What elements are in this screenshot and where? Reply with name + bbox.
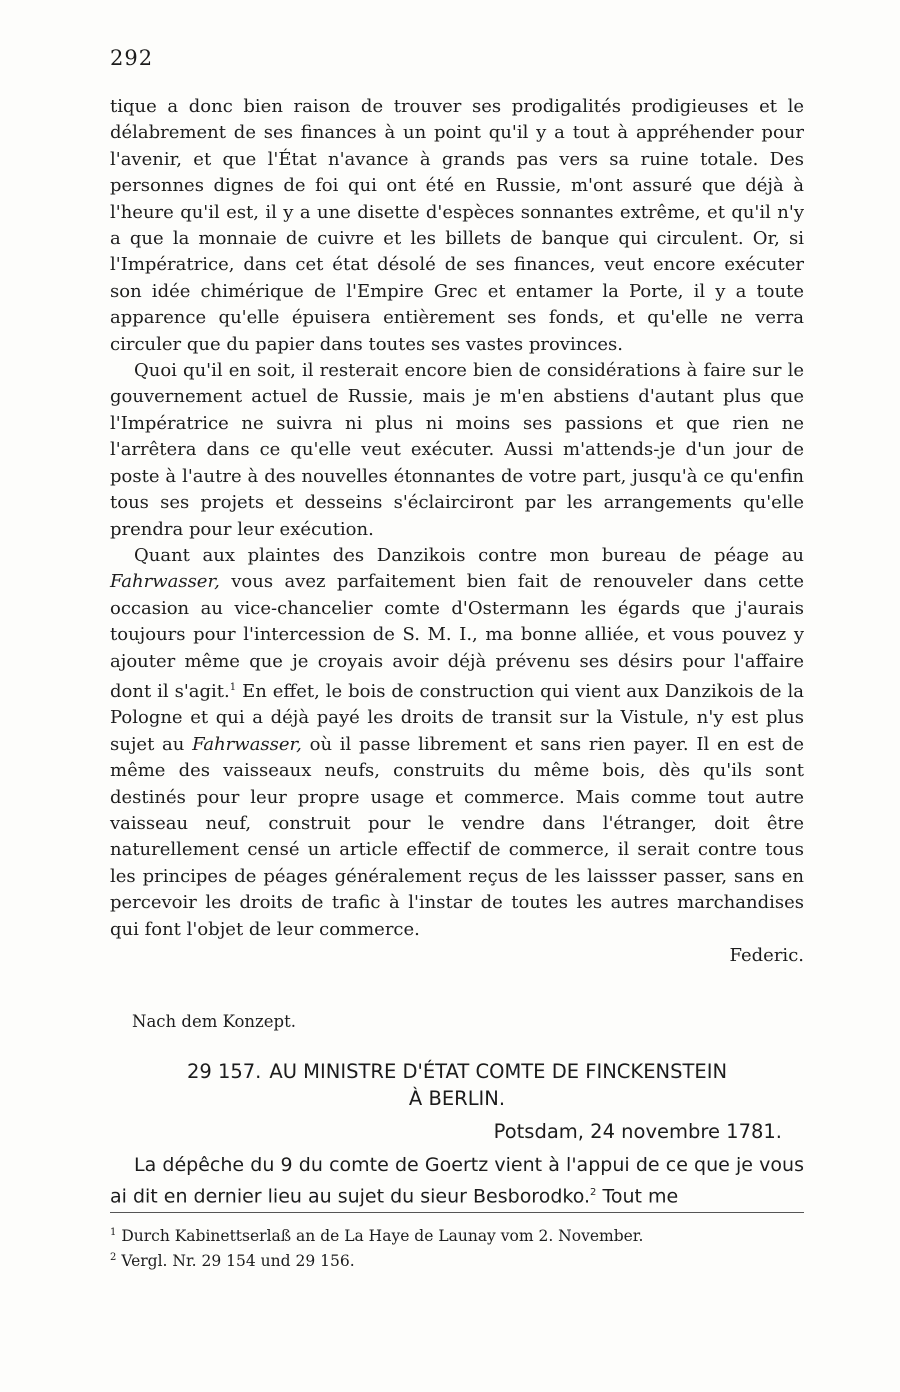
paragraph: Quoi qu'il en soit, il resterait encore bien de considérations à faire sur le gouvernement actuel de Russie, mais je m'en abstiens d'autant plus que l'Impératrice ne suivra ni plus ni moins ses passions et que rien ne l'arrêtera dans ce qu'elle veut exécuter. Aussi m'attends-je d'un jour de poste à l'autre à des nouvelles étonnantes de votre part, jusqu'à ce qu'enfin tous ses projets et desseins s'éclairciront par les arrangements qu'elle prendra pour leur exécution. bbox=[110, 360, 804, 540]
paragraph: tique a donc bien raison de trouver ses prodigalités prodigieuses et le délabrement de ses finances à un point qu'il y a tout à appréhender pour l'avenir, et que l'État n'avance à grands pas vers sa ruine totale. Des personnes dignes de foi qui ont été en Russie, m'ont assuré que déjà à l'heure qu'il est, il y a une disette d'espèces sonnantes extrême, et qu'il n'y a que la monnaie de cuivre et les billets de banque qui circulent. Or, si l'Impératrice, dans cet état désolé de ses finances, veut encore exécuter son idée chimérique de l'Empire Grec et entamer la Porte, il y a toute apparence qu'elle épuisera entièrement ses fonds, et qu'elle ne verra circuler que du papier dans toutes ses vastes provinces. bbox=[110, 96, 804, 355]
footnote-text: Vergl. Nr. 29 154 und 29 156. bbox=[121, 1252, 355, 1271]
footnote-mark: 2 bbox=[110, 1252, 117, 1264]
footnote-divider bbox=[110, 1212, 804, 1213]
footnote-mark: 1 bbox=[110, 1227, 117, 1238]
text-run: vous avez parfaitement bien fait de renouveler dans cette occasion au vice-chancelier comte d'Ostermann les égards que j'aurais toujours pour l'intercession de S. M. I., ma bonne alliée, et vous pouvez y ajouter même que je croyais avoir déjà prévenu ses désirs pour l'affaire dont il s'agit. bbox=[110, 571, 804, 702]
signature: Federic. bbox=[729, 945, 804, 966]
source-note: Nach dem Konzept. bbox=[132, 1012, 296, 1031]
paragraph bbox=[110, 543, 804, 943]
text-run: Tout me bbox=[602, 1185, 679, 1208]
italic-term: Fahrwasser, bbox=[110, 571, 220, 593]
heading-line: AU MINISTRE D'ÉTAT COMTE DE FINCKENSTEIN bbox=[269, 1060, 728, 1083]
footnote bbox=[110, 1222, 804, 1247]
main-text bbox=[110, 94, 804, 969]
text-run: En effet, le bois de construction qui vient aux Danzikois de la Pologne et qui a déjà payé les droits de transit sur la Vistule, n'y est plus sujet au bbox=[110, 680, 804, 755]
letter-heading bbox=[110, 1058, 804, 1112]
letter-number: 29 157. bbox=[186, 1060, 262, 1083]
dateline: Potsdam, 24 novembre 1781. bbox=[493, 1120, 782, 1143]
text-run: où il passe librement et sans rien payer. Il en est de même des vaisseaux neufs, construits du même bois, dès qu'ils sont destinés pour leur propre usage et commerce. Mais comme tout autre vaisseau neuf, construit pour le vendre dans l'étranger, doit être naturellement censé un article effectif de commerce, il serait contre tous les principes de péages généralement reçus de les laissser passer, sans en percevoir les droits de trafic à l'instar de toutes les autres marchandises qui font l'objet de leur commerce. bbox=[110, 733, 804, 940]
footnotes bbox=[110, 1222, 804, 1272]
text-run: Quant aux plaintes des Danzikois contre mon bureau de péage au bbox=[134, 544, 804, 566]
heading-line: À BERLIN. bbox=[408, 1087, 506, 1110]
text-run: La dépêche du 9 du comte de Goertz vient à l'appui de ce que je vous ai dit en dernier lieu au sujet du sieur Besborodko. bbox=[110, 1154, 804, 1208]
italic-term: Fahrwasser, bbox=[192, 733, 302, 755]
page-number: 292 bbox=[110, 46, 154, 70]
footnote-text: Durch Kabinettserlaß an de La Haye de Launay vom 2. November. bbox=[121, 1227, 644, 1246]
footnote bbox=[110, 1247, 804, 1272]
footnote-ref: 1 bbox=[229, 681, 237, 693]
letter-body bbox=[110, 1152, 804, 1210]
footnote-ref: 2 bbox=[590, 1187, 597, 1198]
